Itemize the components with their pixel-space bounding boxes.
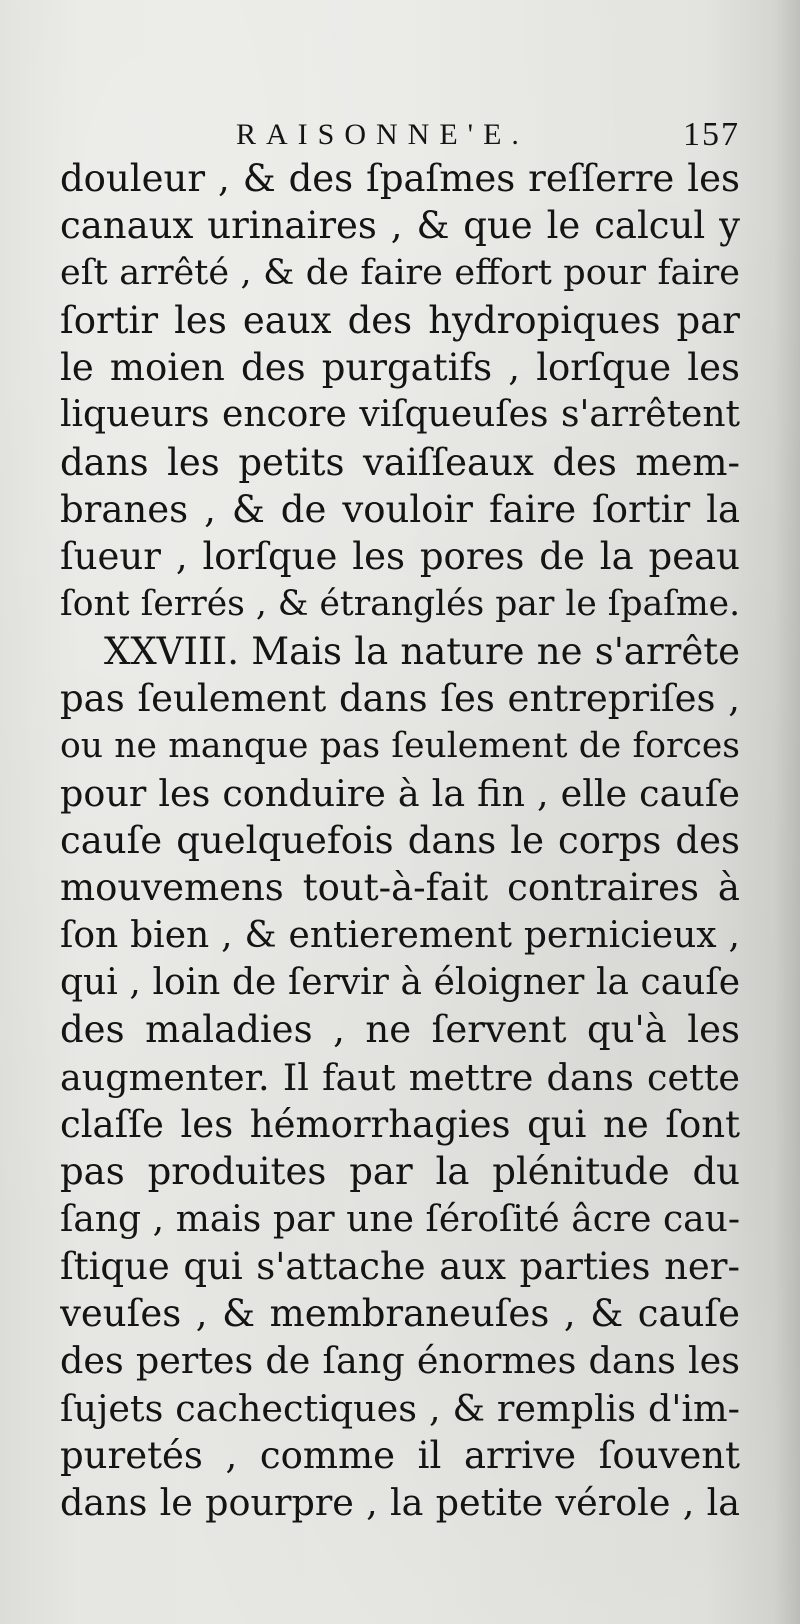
text-line: pas ſeulement dans ſes entrepriſes ,	[60, 677, 740, 721]
text-line: ſang , mais par une ſéroſité âcre cau-	[60, 1198, 740, 1240]
page-number: 157	[683, 116, 740, 153]
text-line: veuſes , & membraneuſes , & cauſe	[60, 1292, 740, 1336]
text-line: branes , & de vouloir faire ſortir la	[60, 488, 740, 532]
text-line: augmenter. Il faut mettre dans cette	[60, 1055, 740, 1099]
text-line: ſont ſerrés , & étranglés par le ſpaſme.	[60, 583, 740, 624]
text-line: pas produites par la plénitude du	[60, 1150, 740, 1194]
text-line: ſon bien , & entierement pernicieux ,	[60, 914, 740, 956]
text-line: pour les conduire à la fin , elle cauſe	[60, 771, 740, 815]
text-line: claſſe les hémorrhagies qui ne ſont	[60, 1102, 740, 1146]
text-line: dans les petits vaiſſeaux des mem-	[60, 440, 740, 484]
page-edge-shadow	[774, 0, 800, 1624]
running-head	[60, 115, 740, 155]
text-line: des pertes de ſang énormes dans les	[60, 1339, 740, 1383]
text-line: douleur , & des ſpaſmes reſſerre les	[60, 157, 740, 200]
text-line: mouvemens tout-à-fait contraires à	[60, 866, 740, 910]
text-line: canaux urinaires , & que le calcul y	[60, 204, 740, 248]
text-line: ſortir les eaux des hydropiques par	[60, 298, 740, 342]
text-line: eſt arrêté , & de faire effort pour faire	[60, 252, 740, 293]
body-text	[60, 155, 740, 1555]
text-line: cauſe quelquefois dans le corps des	[60, 819, 740, 863]
text-line: le moien des purgatifs , lorſque les	[60, 346, 740, 390]
text-line: ou ne manque pas ſeulement de forces	[60, 725, 740, 766]
text-line: ſtique qui s'attache aux parties ner-	[60, 1244, 740, 1288]
text-line: qui , loin de ſervir à éloigner la cauſe	[60, 962, 740, 1004]
section-opening-line: XXVIII. Mais la nature ne s'arrête	[104, 629, 740, 673]
text-line: dans le pourpre , la petite vérole , la	[60, 1481, 740, 1525]
text-line: ſujets cachectiques , & remplis d'im-	[60, 1386, 740, 1430]
text-line: liqueurs encore viſqueuſes s'arrêtent	[60, 394, 740, 436]
text-line: ſueur , lorſque les pores de la peau	[60, 535, 740, 579]
running-title: RAISONNE'E.	[236, 118, 529, 151]
text-line: des maladies , ne ſervent qu'à les	[60, 1008, 740, 1052]
text-line: puretés , comme il arrive ſouvent	[60, 1434, 740, 1478]
